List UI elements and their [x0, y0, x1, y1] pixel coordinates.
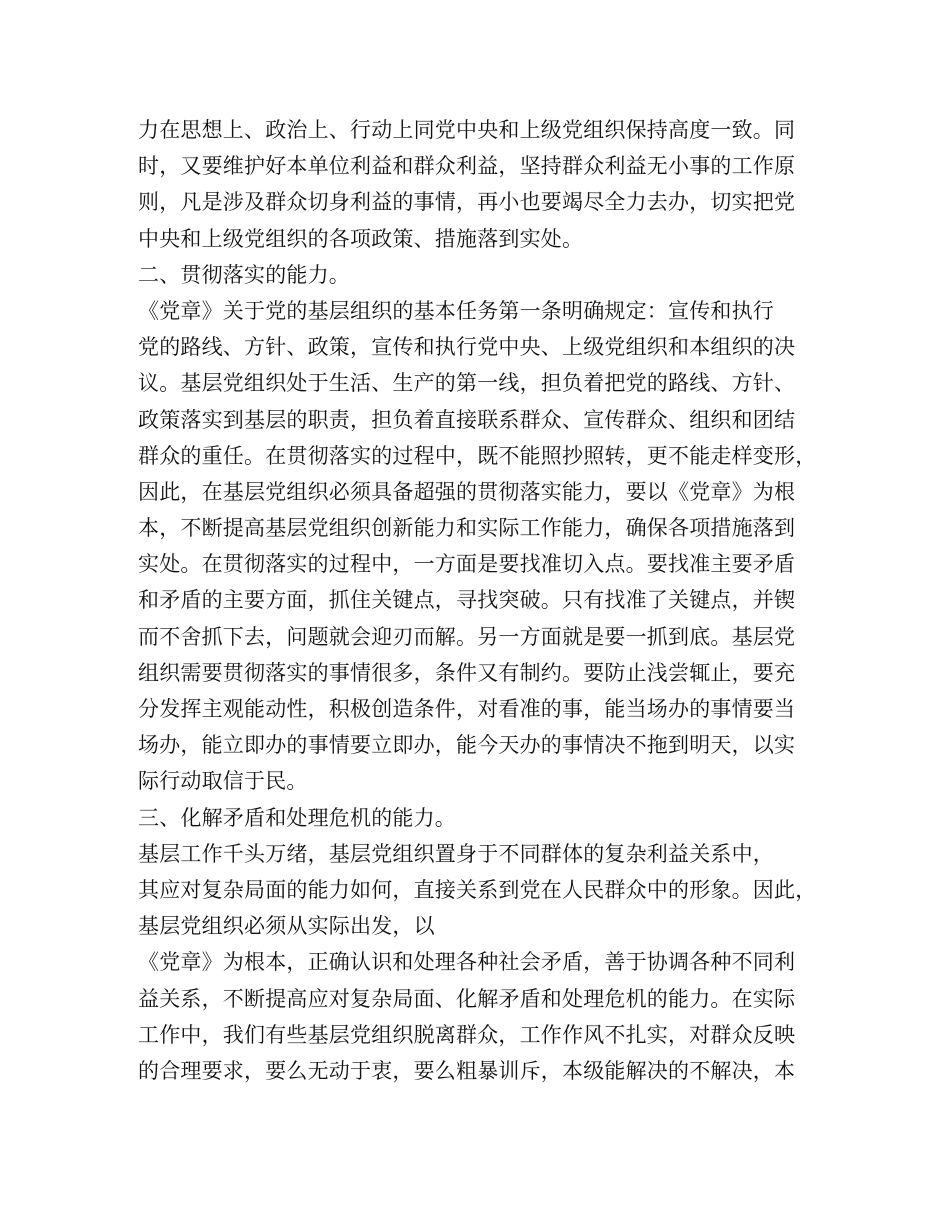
text-line: 本，不断提高基层党组织创新能力和实际工作能力，确保各项措施落到 [138, 516, 796, 541]
text-line: 基层工作千头万绪，基层党组织置身于不同群体的复杂利益关系中， [138, 841, 774, 866]
text-line: 益关系，不断提高应对复杂局面、化解矛盾和处理危机的能力。在实际 [138, 986, 796, 1011]
text-line: 群众的重任。在贯彻落实的过程中，既不能照抄照转，更不能走样变形， [138, 443, 817, 468]
section-heading: 二、贯彻落实的能力。 [138, 262, 350, 287]
text-line: 其应对复杂局面的能力如何，直接关系到党在人民群众中的形象。因此， [138, 877, 817, 902]
text-line: 中央和上级党组织的各项政策、措施落到实处。 [138, 226, 584, 251]
text-line: 实处。在贯彻落实的过程中，一方面是要找准切入点。要找准主要矛盾 [138, 552, 796, 577]
text-line: 和矛盾的主要方面，抓住关键点，寻找突破。只有找准了关键点，并锲 [138, 588, 796, 613]
text-line: 时，又要维护好本单位利益和群众利益，坚持群众利益无小事的工作原 [138, 154, 796, 179]
text-line: 党的路线、方针、政策，宣传和执行党中央、上级党组织和本组织的决 [138, 335, 796, 360]
text-line: 组织需要贯彻落实的事情很多，条件又有制约。要防止浅尝辄止，要充 [138, 660, 796, 685]
text-line: 因此，在基层党组织必须具备超强的贯彻落实能力，要以《党章》为根 [138, 479, 796, 504]
section-heading: 三、化解矛盾和处理危机的能力。 [138, 805, 456, 830]
text-line: 的合理要求，要么无动于衷，要么粗暴训斥，本级能解决的不解决，本 [138, 1058, 796, 1083]
text-line: 政策落实到基层的职责，担负着直接联系群众、宣传群众、组织和团结 [138, 407, 796, 432]
text-line: 而不舍抓下去，问题就会迎刃而解。另一方面就是要一抓到底。基层党 [138, 624, 796, 649]
document-body [138, 112, 838, 1089]
text-line: 分发挥主观能动性，积极创造条件，对看准的事，能当场办的事情要当 [138, 697, 796, 721]
text-line: 议。基层党组织处于生活、生产的第一线，担负着把党的路线、方针、 [138, 371, 796, 396]
text-line: 场办，能立即办的事情要立即办，能今天办的事情决不拖到明天，以实 [138, 733, 796, 758]
text-line: 《党章》关于党的基层组织的基本任务第一条明确规定：宣传和执行 [138, 298, 774, 323]
text-line: 力在思想上、政治上、行动上同党中央和上级党组织保持高度一致。同 [138, 118, 796, 142]
text-line: 工作中，我们有些基层党组织脱离群众，工作作风不扎实，对群众反映 [138, 1022, 796, 1047]
text-line: 《党章》为根本，正确认识和处理各种社会矛盾，善于协调各种不同利 [138, 950, 796, 975]
text-line: 际行动取信于民。 [138, 769, 308, 794]
text-line: 基层党组织必须从实际出发，以 [138, 914, 435, 939]
text-line: 则，凡是涉及群众切身利益的事情，再小也要竭尽全力去办，切实把党 [138, 190, 796, 215]
